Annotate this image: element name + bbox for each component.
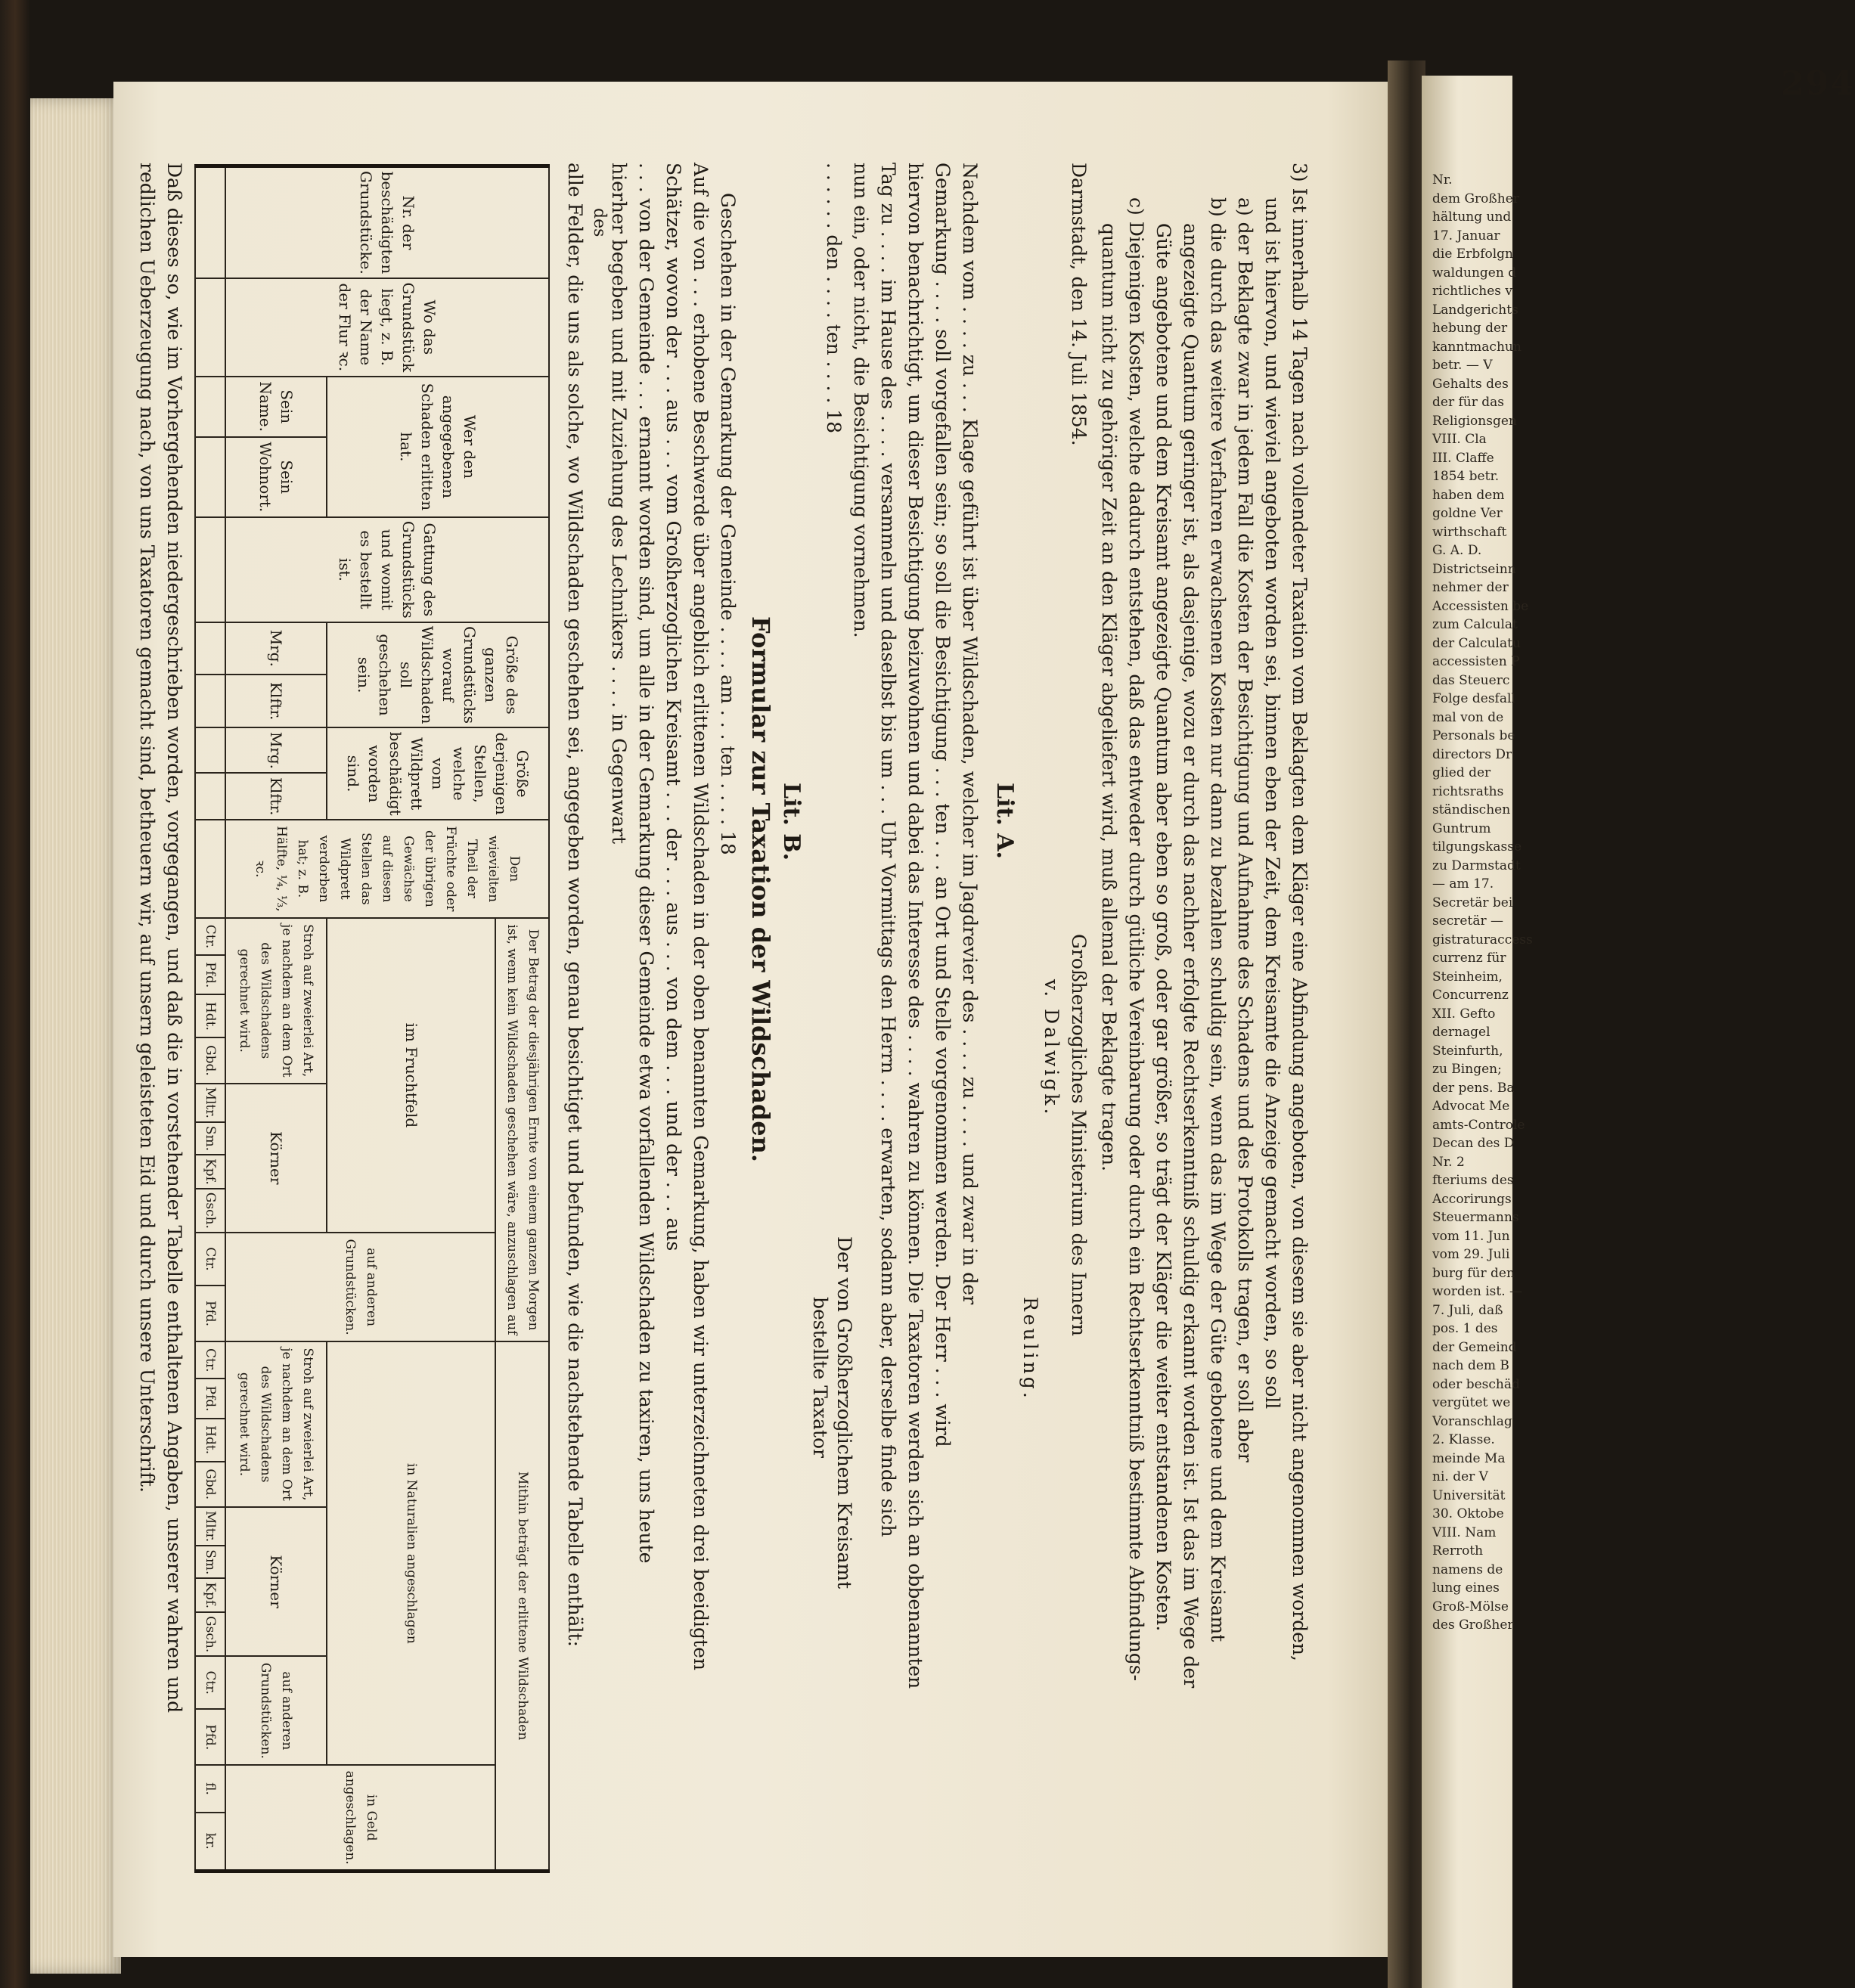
facing-page-line: Nr. (1432, 172, 1453, 188)
u-gbd-1: Gbd. (195, 1037, 225, 1083)
item-a: a) der Beklagte zwar in jedem Fall die Kosten der Besichtigung und Aufnahme des Schadens und des Protokolls tragen, er soll aber (1234, 197, 1256, 1462)
place-date: Darmstadt, den 14. Juli 1854. (1068, 163, 1090, 446)
facing-page-line: Voranschlag (1432, 1413, 1512, 1429)
facing-page-line: 17. Januar (1432, 228, 1500, 243)
facing-page-line: vom 11. Jun (1432, 1228, 1510, 1244)
u-ctr-1: Ctr. (195, 918, 225, 955)
header-nr: Nr. der beschädigten Grundstücke. (225, 166, 549, 278)
facing-page-line: Landgerichts (1432, 302, 1518, 318)
u-ctr-2: Ctr. (195, 1233, 225, 1286)
other-land-1: auf anderen Grundstücken. (225, 1233, 495, 1341)
u-kpf-2: Kpf. (195, 1578, 225, 1612)
facing-page-line: der Gemeind (1432, 1339, 1517, 1355)
facing-page-line: Universität (1432, 1487, 1506, 1503)
u-sm-1: Sm. (195, 1122, 225, 1155)
facing-page-line: Personals be (1432, 728, 1515, 743)
facing-page-line: burg für den (1432, 1265, 1515, 1281)
lit-a-heading: Lit. A. (991, 783, 1018, 859)
facing-page-line: der Calculatu (1432, 635, 1521, 651)
facing-page-line: Steinfurth, (1432, 1043, 1503, 1059)
facing-page-line: VIII. Cla (1432, 432, 1487, 447)
facing-page-line: Concurrenz (1432, 988, 1509, 1003)
facing-page-line: Rerroth (1432, 1543, 1484, 1558)
lit-b-line-3: Schätzer, wovon der . . . aus . . . vom Großherzoglichen Kreisamt . . . der . . . aus . . . von dem . . . und der . . . aus (662, 163, 684, 1251)
u-pfd-3: Pfd. (195, 1379, 225, 1418)
facing-page-strip (1422, 76, 1533, 1988)
book-page-edges (30, 98, 121, 1974)
facing-page-line: zu Bingen; (1432, 1062, 1502, 1077)
u-hdt-2: Hdt. (195, 1419, 225, 1462)
facing-page-line: Decan des D (1432, 1136, 1515, 1151)
facing-page-line: dem Großher (1432, 191, 1519, 206)
u-pfd-1: Pfd. (195, 955, 225, 994)
facing-page-line: haben dem (1432, 487, 1505, 503)
stroh-2: Stroh auf zweierlei Art, je nachdem an dem Ort des Wildschadens gerechnet wird. (225, 1341, 327, 1507)
facing-page-line: secretär — (1432, 913, 1503, 929)
u-ctr-3: Ctr. (195, 1341, 225, 1379)
facing-page-line: 30. Oktobe (1432, 1506, 1504, 1521)
header-size-total: Größe des ganzen Grundstücks worauf Wildschaden soll geschehen sein. (327, 622, 549, 728)
facing-page-line: hebung der (1432, 321, 1508, 336)
signer-dalwigk: v. Dalwigk. (1041, 979, 1062, 1118)
closing-line-1: Daß dieses so, wie im Vorhergehenden niedergeschrieben worden, vorgegangen, und daß die in vorstehender Tabelle enthaltenen Angaben, unserer wahren und (163, 163, 185, 1714)
header-where: Wo das Grundstück liegt, z. B. der Name der Flur ꝛc. (225, 278, 549, 377)
facing-page-line: kanntmachun (1432, 339, 1522, 355)
u-kpf-1: Kpf. (195, 1155, 225, 1189)
header-who: Wer den angegebenen Schaden erlitten hat. (327, 377, 549, 517)
facing-page-line: III. Claffe (1432, 450, 1494, 466)
facing-page-line: die Erbfolgn (1432, 247, 1513, 262)
facing-page-line: richtliches v (1432, 284, 1513, 299)
facing-page-text (1422, 76, 1533, 1635)
header-share: Den wievielten Theil der Früchte oder der übrigen Gewächse auf diesen Stellen das Wildprett verdorben hat; z. B. Hälfte, ¼, ⅓, ꝛc. (225, 820, 549, 918)
facing-page-line: 1854 betr. (1432, 469, 1500, 484)
facing-page-line: Secretär bei (1432, 895, 1513, 910)
facing-page-line: accessisten P (1432, 654, 1520, 669)
koerner-1: Körner (225, 1084, 327, 1233)
u-pfd-2: Pfd. (195, 1286, 225, 1341)
facing-page-line: Groß-Mölse (1432, 1599, 1509, 1614)
facing-page-line: oder beschäd (1432, 1376, 1520, 1392)
facing-page-line: Advocat Me (1432, 1099, 1510, 1114)
facing-page-line: nach dem B (1432, 1358, 1509, 1373)
who-name: Sein Name. (225, 377, 327, 437)
who-residence: Sein Wohnort. (225, 437, 327, 517)
in-geld: in Geld angeschlagen. (225, 1765, 495, 1871)
facing-page-line: Nr. 2 (1432, 1154, 1465, 1170)
lit-b-line-1: Geschehen in der Gemarkung der Gemeinde . . . . am . . . ten . . . . 18 (717, 193, 739, 855)
item-b-line-1: b) die durch das weitere Verfahren erwachsenen Kosten nur dann zu bezahlen schuldig sein, wenn das im Wege der Güte gebotene und dem Kreisamt (1207, 197, 1229, 1642)
facing-page-line: tilgungskasse (1432, 839, 1522, 854)
facing-page-line: goldne Ver (1432, 506, 1503, 521)
facing-page-line: Steuermanns (1432, 1210, 1519, 1225)
u-mltr-1: Mltr. (195, 1084, 225, 1122)
signer-reuling: Reuling. (1019, 1297, 1041, 1401)
facing-page-line: meinde Ma (1432, 1450, 1506, 1466)
unit-klftr-2: Klftr. (225, 773, 327, 819)
facing-page-line: — am 17. (1432, 876, 1494, 892)
facing-page-line: glied der (1432, 765, 1491, 780)
header-size-part: Größe derjenigen Stellen, welche vom Wildprett beschädigt worden sind. (327, 727, 549, 820)
lit-a-line-2: Gemarkung . . . . soll vorgefallen sein; so soll die Besichtigung . . . ten . . . an Ort und Stelle vorgenommen werden. Der Herr . . . wird (932, 163, 954, 1447)
damage-table (194, 164, 550, 1873)
item-3-line-2: und ist hiervon, und wieviel angeboten worden sei, binnen eben der Zeit, dem Kreisamte die Anzeige gemacht worden, so soll (1261, 197, 1283, 1410)
facing-page-line: amts-Controle (1432, 1117, 1525, 1133)
facing-page-line: vergütet we (1432, 1395, 1511, 1410)
lit-b-heading: Lit. B. (778, 783, 805, 861)
u-ctr-4: Ctr. (195, 1656, 225, 1709)
facing-page-line: 2. Klasse. (1432, 1432, 1495, 1447)
u-kr: kr. (195, 1813, 225, 1872)
facing-page-line: Accessisten be (1432, 598, 1529, 614)
facing-page-line: Religionsgen (1432, 413, 1517, 429)
lit-a-line-3: hiervon benachrichtigt, um dieser Besichtigung beizuwohnen und dabei das Interesse des . . . . wahren zu können. Die Taxatoren werden sich an obbenannten (904, 163, 926, 1689)
facing-page-line: richtsraths (1432, 783, 1504, 799)
other-land-2: auf anderen Grundstücken. (225, 1656, 327, 1765)
facing-page-line: VIII. Nam (1432, 1524, 1497, 1540)
u-pfd-4: Pfd. (195, 1709, 225, 1765)
header-amount: Der Betrag der diesjährigen Ernte von einem ganzen Morgen ist, wenn kein Wildschaden geschehen wäre, anzuschlagen auf (495, 918, 549, 1341)
unit-klftr-1: Klftr. (225, 675, 327, 728)
page-number: 294 (1781, 64, 1855, 103)
facing-page-line: Folge desfall (1432, 691, 1515, 706)
lit-a-signer-1: Der von Großherzoglichem Kreisamt (833, 1236, 855, 1589)
facing-page-line: gistraturaccess (1432, 932, 1533, 947)
facing-page-line: der für das (1432, 395, 1504, 410)
lit-a-line-6: . . . . . . den . . . . ten . . . . 18 (823, 163, 845, 434)
facing-page-line: Guntrum (1432, 820, 1491, 836)
unit-mrg-2: Mrg. (225, 727, 327, 773)
facing-page-line: ni. der V (1432, 1469, 1488, 1484)
facing-page-line: wirthschaft (1432, 524, 1507, 540)
facing-page-line: mal von de (1432, 709, 1504, 725)
lit-b-line-2: Auf die von . . . erhobene Beschwerde über angeblich erlittenen Wildschaden in der oben benannten Gemarkung, haben wir unterzeichneten drei beeidigten (690, 163, 712, 1670)
facing-page-line: nehmer der (1432, 580, 1509, 595)
facing-page-line: der pens. Ba (1432, 1080, 1515, 1096)
facing-page-line: des Großher (1432, 1617, 1514, 1633)
in-naturalien: in Naturalien angeschlagen (327, 1341, 495, 1765)
facing-page-line: worden ist. — (1432, 1284, 1523, 1299)
facing-page-line: Steinheim, (1432, 969, 1503, 985)
lit-b-line-5: hierher begeben und mit Zuziehung des Lechnikers . . . . in Gegenwart (608, 163, 630, 845)
facing-page-line: pos. 1 des (1432, 1321, 1498, 1336)
u-fl: fl. (195, 1765, 225, 1812)
u-sm-2: Sm. (195, 1546, 225, 1578)
closing-line-2: redlichen Ueberzeugung nach, von uns Taxatoren gemacht sind, betheuern wir, auf unsern geleisteten Eid und durch unsere Unterschrift. (136, 163, 158, 1493)
item-c-line-1: c) Diejenigen Kosten, welche dadurch entstehen, daß das entweder durch gütliche Vereinbarung oder durch ein Rechtserkenntniß bestimmte Abfindungs- (1125, 197, 1147, 1682)
im-fruchtfeld: im Fruchtfeld (327, 918, 495, 1233)
facing-page-line: fteriums des (1432, 1173, 1514, 1188)
facing-page-line: zu Darmstadt (1432, 858, 1521, 873)
facing-page-line: currenz für (1432, 951, 1506, 966)
facing-page-line: Districtseinn (1432, 561, 1516, 577)
lit-a-line-5: nun ein, oder nicht, die Besichtigung vornehmen. (850, 163, 872, 638)
u-gsch-1: Gsch. (195, 1189, 225, 1233)
facing-page-line: lung eines (1432, 1580, 1500, 1596)
facing-page-line: das Steuerc (1432, 672, 1510, 688)
facing-page-line: hältung und (1432, 209, 1512, 225)
book-gutter (1388, 60, 1425, 1988)
lit-a-line-1: Nachdem vom . . . . zu . . . Klage geführt ist über Wildschaden, welcher im Jagdrevier des . . . . zu . . . . und zwar in der (959, 163, 981, 1305)
lit-b-title: Formular zur Taxation der Wildschaden. (746, 616, 775, 1163)
header-total: Mithin beträgt der erlittene Wildschaden (495, 1341, 549, 1871)
facing-page-line: waldungen d (1432, 265, 1517, 281)
facing-page-line: zum Calculat (1432, 617, 1518, 632)
facing-page-line: Gehalts des (1432, 376, 1509, 392)
facing-page-line: dernagel (1432, 1025, 1491, 1040)
lit-a-signer-2: bestellte Taxator (809, 1297, 831, 1458)
lit-b-line-5b: des (590, 208, 609, 237)
u-mltr-2: Mltr. (195, 1507, 225, 1546)
unit-mrg-1: Mrg. (225, 622, 327, 675)
item-c-line-2: quantum nicht zu gehöriger Zeit an den Kläger abgeliefert wird, muß allemal der Beklagte tragen. (1098, 223, 1120, 1172)
header-kind: Gattung des Grundstücks und womit es bestellt ist. (225, 517, 549, 622)
u-hdt-1: Hdt. (195, 994, 225, 1037)
koerner-2: Körner (225, 1507, 327, 1656)
u-gbd-2: Gbd. (195, 1462, 225, 1507)
facing-page-line: betr. — V (1432, 358, 1493, 373)
facing-page-line: XII. Gefto (1432, 1006, 1496, 1022)
lit-a-line-4: Tag zu . . . . im Hause des . . . . versammeln und daselbst bis um . . . Uhr Vormittags den Herrn . . . . erwarten, sodann aber, derselbe finde sich (877, 163, 899, 1537)
ministry: Großherzogliches Ministerium des Innern (1068, 934, 1090, 1336)
item-b-line-3: Güte angebotene und dem Kreisamt angezeigte Quantum aber eben so groß, oder gar größer, so trägt der Kläger die weiter entstandenen Kosten. (1152, 223, 1174, 1632)
facing-page-line: Accorirungs (1432, 1191, 1512, 1207)
lit-b-line-6: alle Felder, die uns als solche, wo Wildschaden geschehen sei, angegeben worden, genau besichtiget und befunden, wie die nachstehende Tabelle enthält: (564, 163, 586, 1647)
facing-page-line: namens de (1432, 1562, 1503, 1577)
facing-page-line: 7. Juli, daß (1432, 1302, 1503, 1318)
u-gsch-2: Gsch. (195, 1612, 225, 1656)
facing-page-line: G. A. D. (1432, 543, 1482, 558)
lit-b-line-4: . . . von der Gemeinde . . . ernannt worden sind, um alle in der Gemarkung dieser Gemeinde etwa vorfallenden Wildschaden zu taxiren, uns heute (635, 163, 657, 1564)
item-b-line-2: angezeigte Quantum geringer ist, als dasjenige, wozu er durch das nachher erfolgte Rechtserkenntniß schuldig erkannt worden ist. Ist das im Wege der (1180, 223, 1202, 1689)
facing-page-line: directors Dr (1432, 746, 1512, 762)
facing-page-line: vom 29. Juli (1432, 1247, 1510, 1262)
stroh-1: Stroh auf zweierlei Art, je nachdem an dem Ort des Wildschadens gerechnet wird. (225, 918, 327, 1084)
item-3-line-1: 3) Ist innerhalb 14 Tagen nach vollendeter Taxation vom Beklagten dem Kläger eine Abfindung angeboten, von diesem sie aber nicht angenommen worden, (1289, 163, 1311, 1661)
facing-page-line: ständischen (1432, 802, 1511, 817)
